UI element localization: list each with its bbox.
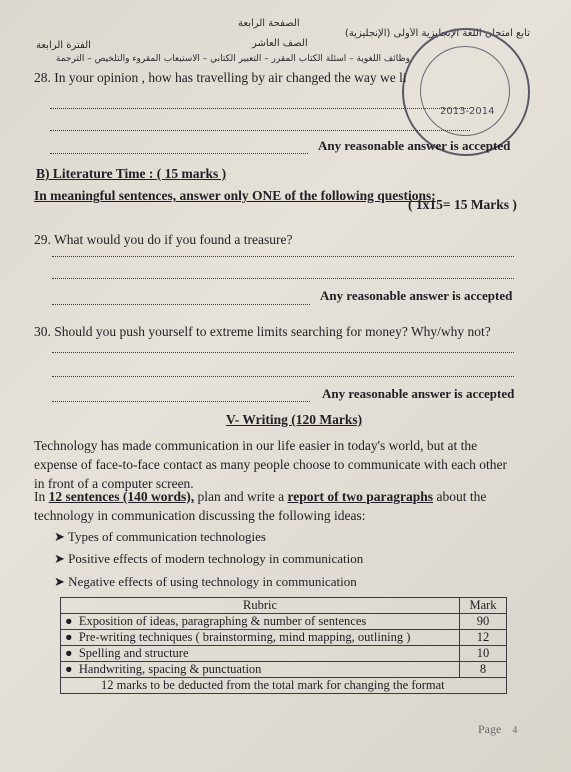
section-b-title: B) Literature Time : ( 15 marks ): [36, 166, 227, 181]
rubric-item: [61, 662, 460, 678]
arrow-bullet-icon: ➤: [54, 529, 65, 544]
rubric-item: [61, 646, 460, 662]
bullet-text: Types of communication technologies: [67, 529, 266, 544]
rubric-item: [61, 614, 460, 630]
rubric-mark: 12: [460, 630, 507, 646]
rubric-item-text: Handwriting, spacing & punctuation: [78, 662, 262, 676]
bullet-dot-icon: ●: [65, 646, 73, 660]
rubric-item-text: Exposition of ideas, paragraphing & number of sentences: [78, 614, 367, 628]
stamp-inner-ring: [420, 46, 510, 136]
answer-line: [52, 256, 514, 257]
bullet-dot-icon: ●: [65, 630, 73, 644]
header-subjects: وظائف اللغوية – أسئلة الكتاب المقرر – التعبير الكتابي – الاستيعاب المقروء والتلخيص – الترجمة: [55, 54, 410, 64]
question-28: 28. In your opinion , how has travelling by air changed the way we li: [34, 70, 407, 85]
table-row: [61, 646, 507, 662]
official-stamp: [402, 28, 530, 156]
header-grade: الصف العاشر: [252, 38, 308, 49]
table-row: [61, 662, 507, 678]
answer-line: [50, 108, 470, 109]
bullet-dot-icon: ●: [65, 662, 73, 676]
rubric-table: [60, 597, 507, 694]
q30-accept-note: Any reasonable answer is accepted: [322, 386, 515, 401]
bullet-text: Negative effects of using technology in communication: [68, 574, 357, 589]
mark-header: Mark: [460, 598, 507, 614]
answer-line: [50, 153, 308, 154]
table-row: [61, 614, 507, 630]
q28-accept-note: Any reasonable answer is accepted: [318, 138, 511, 153]
table-row: [61, 630, 507, 646]
section-b-instruction: In meaningful sentences, answer only ONE of the following questions:: [34, 188, 436, 203]
page-footer: [478, 722, 517, 737]
rubric-mark: 90: [460, 614, 507, 630]
arrow-bullet-icon: ➤: [54, 574, 65, 589]
task-report-type: report of two paragraphs: [287, 489, 434, 504]
bullet-item-negative: [54, 574, 357, 590]
stamp-year: 2013-2014: [440, 106, 495, 117]
rubric-item-text: Spelling and structure: [78, 646, 189, 660]
table-row: [61, 678, 507, 694]
writing-task-line2: technology in communication discussing the following ideas:: [34, 508, 366, 523]
task-in: In: [34, 489, 46, 504]
question-29: 29. What would you do if you found a treasure?: [34, 232, 293, 247]
page-label: Page: [478, 722, 502, 736]
bullet-item-types: [54, 529, 266, 545]
rubric-mark: 8: [460, 662, 507, 678]
answer-line: [52, 352, 514, 353]
rubric-header-row: [61, 598, 507, 614]
writing-title: V- Writing (120 Marks): [226, 412, 363, 427]
header-period: الفترة الرابعة: [36, 40, 91, 51]
bullet-dot-icon: ●: [65, 614, 73, 628]
q29-accept-note: Any reasonable answer is accepted: [320, 288, 513, 303]
page-number: 4: [512, 725, 518, 736]
answer-line: [50, 130, 470, 131]
rubric-header: Rubric: [61, 598, 460, 614]
rubric-mark: 10: [460, 646, 507, 662]
answer-line: [52, 304, 310, 305]
header-exam-title: تابع امتحان اللغة الإنجليزية الأولى (الإنجليزية): [344, 28, 530, 39]
task-about: about the: [433, 489, 487, 504]
rubric-item: [61, 630, 460, 646]
bullet-item-positive: [54, 551, 363, 567]
answer-line: [52, 376, 514, 377]
task-plan: plan and write a: [194, 489, 285, 504]
answer-line: [52, 278, 514, 279]
answer-line: [52, 401, 310, 402]
rubric-note: 12 marks to be deducted from the total mark for changing the format: [61, 678, 507, 694]
arrow-bullet-icon: ➤: [54, 551, 65, 566]
writing-task: [34, 487, 534, 506]
bullet-text: Positive effects of modern technology in communication: [68, 551, 364, 566]
writing-prompt: Technology has made communication in our life easier in today's world, but at the expense of face-to-face contact as many people choose to communicate with each other in front of a computer screen.: [34, 438, 508, 491]
header-page-label: الصفحة الرابعة: [238, 18, 300, 29]
task-sentence-count: 12 sentences (140 words),: [48, 489, 195, 504]
rubric-item-text: Pre-writing techniques ( brainstorming, mind mapping, outlining ): [78, 630, 411, 644]
question-30: 30. Should you push yourself to extreme limits searching for money? Why/why not?: [34, 324, 491, 339]
section-b-marks: ( 1x15= 15 Marks ): [408, 197, 517, 212]
